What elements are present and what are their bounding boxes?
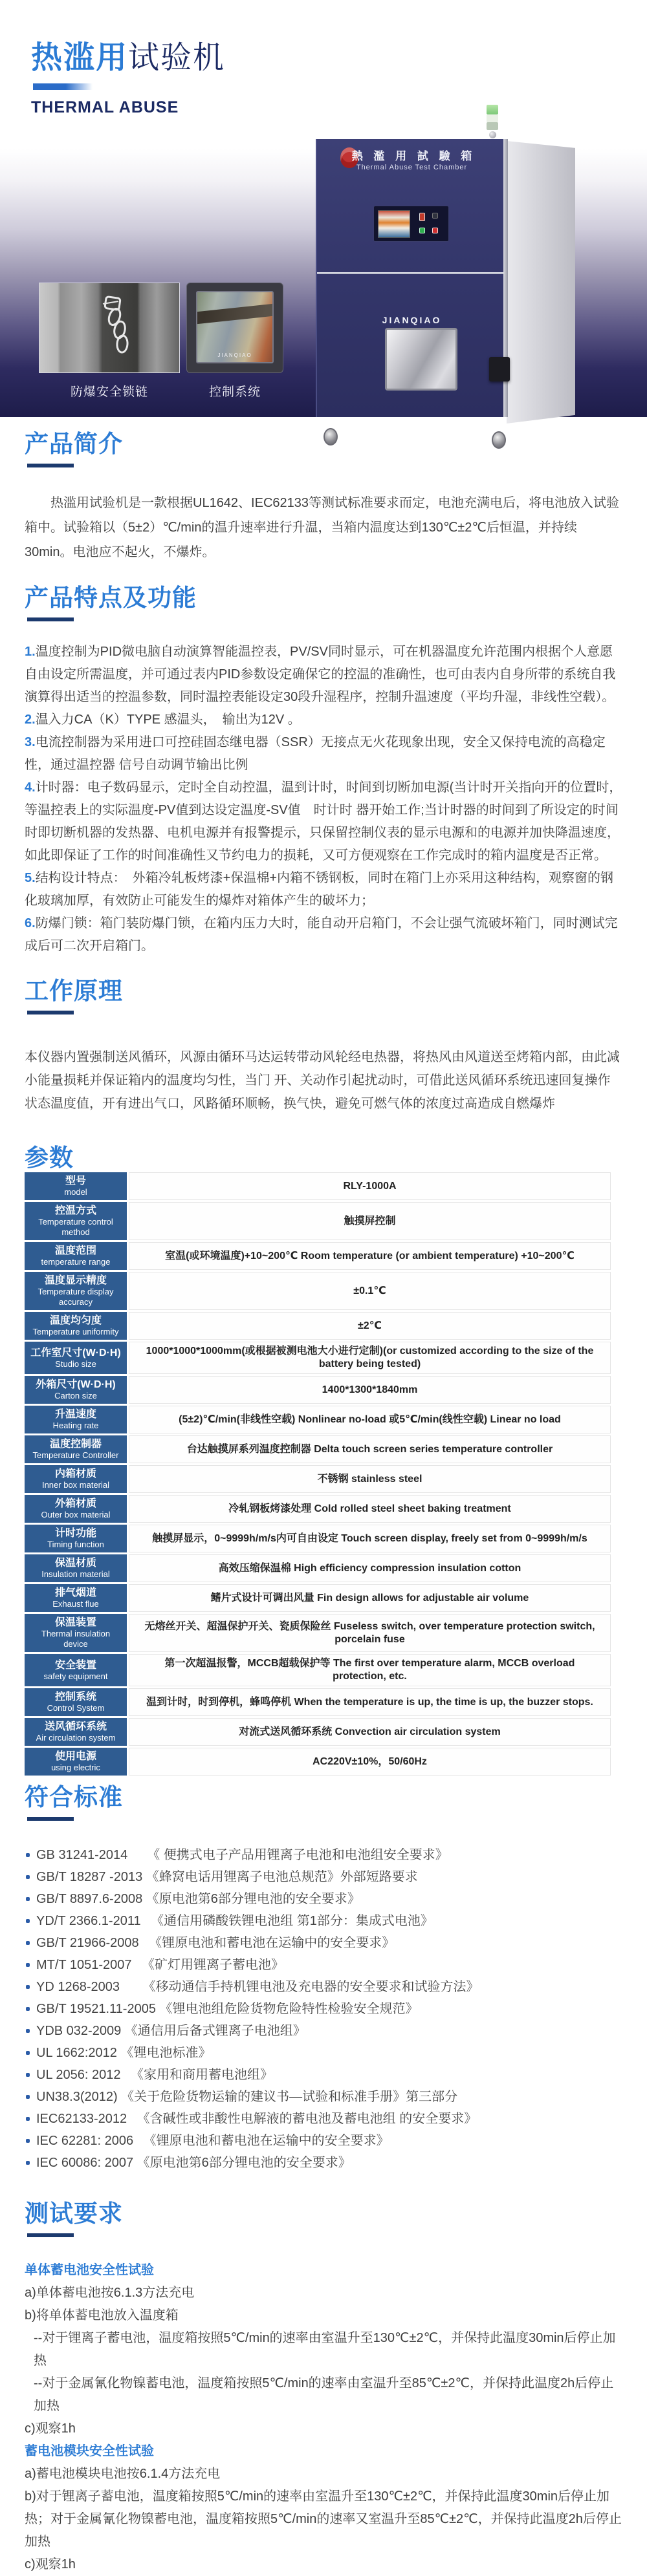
param-label bbox=[25, 1312, 127, 1340]
standard-text: IEC 60086: 2007 《原电池第6部分锂电池的安全要求》 bbox=[36, 2156, 351, 2170]
param-label-cn: 升温速度 bbox=[54, 1409, 96, 1420]
control-panel bbox=[373, 206, 449, 242]
thumbnail-caption: 控制系统 bbox=[208, 385, 261, 399]
param-label bbox=[25, 1342, 127, 1374]
page-title-rest: 试验机 bbox=[128, 41, 226, 75]
section-principle bbox=[25, 977, 622, 1115]
feature-text: 温入力CA（K）TYPE 感温头， 输出为12V 。 bbox=[35, 713, 301, 727]
param-label-en: Insulation material bbox=[41, 1569, 110, 1579]
section-heading-testing: 测试要求 bbox=[25, 2200, 123, 2227]
param-label bbox=[25, 1554, 127, 1582]
param-label-en: Heating rate bbox=[52, 1421, 99, 1430]
param-row bbox=[25, 1525, 611, 1552]
param-row bbox=[25, 1554, 611, 1582]
principle-paragraph: 本仪器内置强制送风循环，风源由循环马达运转带动风轮经电热器，将热风由风道送至烤箱内部，由此减小能量损耗并保证箱内的温度均匀性，当门 开、关动作引起扰动时，可借此送风循环系统迅速回复操作状态温度值，开有进出气口，风路循环顺畅，换气快，避免可燃气体的浓度过高造成自燃爆炸 bbox=[25, 1050, 620, 1111]
standard-text: YD/T 2366.1-2011 《通信用磷酸铁锂电池组 第1部分：集成式电池》 bbox=[36, 1914, 433, 1928]
testing-line: b)对于锂离子蓄电池，温度箱按照5℃/min的速率由室温升至130℃±2℃，并保持此温度30min后停止加热；对于金属氰化物镍蓄电池，温度箱按照5℃/min的速率又室温升至85℃±2℃，并保持此温度2h后停止加热 bbox=[25, 2489, 622, 2549]
param-label-en: using electric bbox=[51, 1763, 100, 1772]
feature-number: 2. bbox=[25, 713, 36, 727]
feature-item bbox=[25, 709, 622, 731]
heading-underline bbox=[27, 617, 74, 621]
thumbnail-caption: 防爆安全锁链 bbox=[70, 385, 148, 399]
standard-item bbox=[25, 2020, 622, 2042]
feature-text: 电流控制器为采用进口可控硅固态继电器（SSR）无接点无火花现象出现，安全又保持电流的高稳定性，通过温控器 信号自动调节输出比例 bbox=[25, 735, 606, 772]
param-value: 室温(或环境温度)+10~200℃ Room temperature (or ambient temperature) +10~200℃ bbox=[129, 1242, 611, 1270]
testing-requirements bbox=[25, 2259, 622, 2576]
param-label-cn: 控制系统 bbox=[54, 1691, 96, 1702]
param-row bbox=[25, 1688, 611, 1716]
testing-line: --对于锂离子蓄电池，温度箱按照5℃/min的速率由室温升至130℃±2℃，并保持此温度30min后停止加热 bbox=[34, 2331, 616, 2368]
machine-photo bbox=[316, 105, 576, 454]
section-heading-principle: 工作原理 bbox=[25, 978, 123, 1004]
standard-item bbox=[25, 1910, 622, 1932]
tower-light-base bbox=[487, 122, 498, 130]
standard-text: GB/T 8897.6-2008 《原电池第6部分锂电池的安全要求》 bbox=[36, 1892, 360, 1906]
param-label-cn: 型号 bbox=[65, 1175, 86, 1186]
testing-line: c)观察1h bbox=[25, 2557, 76, 2571]
caster-wheel bbox=[324, 428, 338, 445]
param-row bbox=[25, 1495, 611, 1523]
signal-tower-icon bbox=[486, 105, 499, 141]
door-brand-text: JIANQIAO bbox=[382, 315, 442, 325]
param-label-en: Control System bbox=[47, 1703, 105, 1713]
param-label bbox=[25, 1688, 127, 1716]
param-label bbox=[25, 1172, 127, 1200]
heading-underline bbox=[27, 1011, 74, 1014]
param-row bbox=[25, 1614, 611, 1652]
param-label-en: Outer box material bbox=[41, 1510, 111, 1519]
selector-switch bbox=[432, 213, 438, 219]
param-label-en: Temperature uniformity bbox=[32, 1327, 119, 1336]
chain-icon bbox=[96, 295, 135, 360]
standard-text: UL 1662:2012 《锂电池标准》 bbox=[36, 2046, 212, 2060]
param-label bbox=[25, 1614, 127, 1652]
standard-item bbox=[25, 2152, 622, 2174]
param-label-cn: 温度均匀度 bbox=[49, 1315, 102, 1326]
param-label-cn: 保温材质 bbox=[54, 1558, 96, 1569]
tower-mount-knob bbox=[489, 131, 496, 138]
feature-number: 3. bbox=[25, 735, 36, 749]
intro-paragraph: 热滥用试验机是一款根据UL1642、IEC62133等测试标准要求而定，电池充满电后，将电池放入试验箱中。试验箱以（5±2）℃/min的温升速率进行升温，当箱内温度达到130℃±2℃后恒温，并持续30min。电池应不起火，不爆炸。 bbox=[25, 496, 620, 559]
param-value: ±2℃ bbox=[129, 1312, 611, 1340]
param-value: ±0.1℃ bbox=[129, 1272, 611, 1310]
feature-number: 5. bbox=[25, 871, 36, 885]
param-label-cn: 温度范围 bbox=[54, 1245, 96, 1256]
page-title-highlight: 热滥用 bbox=[31, 41, 129, 75]
feature-text: 结构设计特点： 外箱冷轧板烤漆+保温棉+内箱不锈钢板，同时在箱门上亦采用这种结构，观察窗的钢化玻璃加厚，有效防止可能发生的爆炸对箱体产生的破坏力； bbox=[25, 871, 614, 908]
feature-number: 6. bbox=[25, 916, 36, 930]
hmi-brand-text: JIANQIAO bbox=[217, 352, 252, 358]
param-label bbox=[25, 1748, 127, 1776]
emergency-button bbox=[419, 213, 425, 221]
param-label-en: Temperature display accuracy bbox=[38, 1287, 114, 1307]
feature-item bbox=[25, 641, 622, 709]
standard-text: IEC62133-2012 《含碱性或非酸性电解液的蓄电池及蓄电池组 的安全要求》 bbox=[36, 2112, 477, 2126]
control-system-image bbox=[186, 283, 283, 373]
section-features bbox=[25, 584, 622, 958]
param-value: 不锈钢 stainless steel bbox=[129, 1465, 611, 1493]
standard-text: YDB 032-2009 《通信用后备式锂离子电池组》 bbox=[36, 2024, 306, 2038]
param-label bbox=[25, 1242, 127, 1270]
machine-label-en: Thermal Abuse Test Chamber bbox=[356, 164, 468, 171]
hmi-screen bbox=[196, 291, 274, 363]
param-label bbox=[25, 1465, 127, 1493]
standard-text: IEC 62281: 2006 《锂原电池和蓄电池在运输中的安全要求》 bbox=[36, 2134, 389, 2148]
thumbnail-control-system bbox=[186, 283, 283, 400]
param-label-en: Air circulation system bbox=[36, 1733, 116, 1743]
param-label-cn: 外箱尺寸(W·D·H) bbox=[36, 1379, 116, 1390]
feature-item bbox=[25, 867, 622, 912]
machine-label-cn: 熱 濫 用 試 驗 箱 bbox=[351, 150, 476, 162]
param-label bbox=[25, 1435, 127, 1463]
param-label bbox=[25, 1718, 127, 1746]
testing-line: a)蓄电池模块电池按6.1.4方法充电 bbox=[25, 2467, 221, 2481]
param-row bbox=[25, 1312, 611, 1340]
param-value: 无熔丝开关、超温保护开关、瓷质保险丝 Fuseless switch, over temperature protection switch, porcelain fuse bbox=[129, 1614, 611, 1652]
title-underline-gradient bbox=[33, 83, 93, 90]
param-row bbox=[25, 1654, 611, 1686]
param-label-en: safety equipment bbox=[43, 1671, 108, 1681]
standard-text: GB 31241-2014 《 便携式电子产品用锂离子电池和电池组安全要求》 bbox=[36, 1848, 448, 1862]
touchscreen bbox=[378, 210, 410, 238]
param-value: 触摸屏显示，0~9999h/m/s内可自由设定 Touch screen display, freely set from 0~9999h/m/s bbox=[129, 1525, 611, 1552]
caster-wheel bbox=[492, 431, 506, 449]
section-testing bbox=[25, 2200, 622, 2576]
section-standards bbox=[25, 1783, 622, 2174]
cabinet-divider bbox=[317, 272, 508, 274]
feature-text: 温度控制为PID微电脑自动演算智能温控表，PV/SV同时显示，可在机器温度允许范围内根据个人意愿自由设定所需温度，并可通过表内PID参数设定确保它的控温的准确性，也可由表内自身所带的系统自我演算得出适当的控温参数，同时温控表能设定30段升湿程序，控制升温速度（平均升湿，非线性空载）。 bbox=[25, 645, 616, 704]
standard-text: YD 1268-2003 《移动通信手持机锂电池及充电器的安全要求和试验方法》 bbox=[36, 1980, 479, 1994]
section-heading-parameters: 参数 bbox=[25, 1144, 74, 1171]
param-row bbox=[25, 1465, 611, 1493]
param-label bbox=[25, 1406, 127, 1433]
param-row bbox=[25, 1718, 611, 1746]
param-row bbox=[25, 1435, 611, 1463]
param-label-cn: 温度显示精度 bbox=[44, 1275, 107, 1286]
param-label-en: Temperature control method bbox=[38, 1217, 113, 1237]
param-label-en: Inner box material bbox=[41, 1480, 110, 1490]
param-label-cn: 安全装置 bbox=[54, 1659, 96, 1671]
param-value: AC220V±10%，50/60Hz bbox=[129, 1748, 611, 1776]
page-title bbox=[31, 41, 647, 75]
param-value: 触摸屏控制 bbox=[129, 1202, 611, 1240]
param-label-en: temperature range bbox=[41, 1257, 111, 1267]
standards-list bbox=[25, 1844, 622, 2174]
param-row bbox=[25, 1172, 611, 1200]
testing-line: a)单体蓄电池按6.1.3方法充电 bbox=[25, 2286, 195, 2300]
param-label-en: Timing function bbox=[47, 1540, 104, 1549]
testing-line: --对于金属氰化物镍蓄电池，温度箱按照5℃/min的速率由室温升至85℃±2℃，并保持此温度2h后停止加热 bbox=[34, 2376, 614, 2413]
door-handle bbox=[489, 357, 510, 381]
param-value: 台达触摸屏系列温度控制器 Delta touch screen series temperature controller bbox=[129, 1435, 611, 1463]
param-value: 1000*1000*1000mm(或根据被测电池大小进行定制)(or customized according to the size of the battery being tested) bbox=[129, 1342, 611, 1374]
section-parameters bbox=[25, 1144, 622, 1776]
testing-line: c)观察1h bbox=[25, 2421, 76, 2436]
start-button bbox=[419, 228, 425, 233]
standard-text: MT/T 1051-2007 《矿灯用锂离子蓄电池》 bbox=[36, 1958, 285, 1972]
parameter-table bbox=[25, 1172, 611, 1776]
param-label bbox=[25, 1202, 127, 1240]
param-row bbox=[25, 1272, 611, 1310]
param-label bbox=[25, 1376, 127, 1404]
param-label-cn: 送风循环系统 bbox=[44, 1721, 107, 1732]
param-label-en: Exhaust flue bbox=[52, 1599, 99, 1609]
standard-text: GB/T 21966-2008 《锂原电池和蓄电池在运输中的安全要求》 bbox=[36, 1936, 395, 1950]
standard-item bbox=[25, 1954, 622, 1976]
standard-item bbox=[25, 1976, 622, 1998]
feature-number: 4. bbox=[25, 780, 36, 795]
feature-item bbox=[25, 777, 622, 867]
param-label-cn: 工作室尺寸(W·D·H) bbox=[30, 1347, 121, 1358]
standard-item bbox=[25, 1998, 622, 2020]
heading-underline bbox=[27, 1817, 74, 1821]
param-row bbox=[25, 1584, 611, 1612]
param-row bbox=[25, 1242, 611, 1270]
param-row bbox=[25, 1376, 611, 1404]
param-value: 冷轧钢板烤漆处理 Cold rolled steel sheet baking treatment bbox=[129, 1495, 611, 1523]
hero-banner bbox=[0, 149, 647, 417]
feature-list bbox=[25, 641, 622, 958]
standard-item bbox=[25, 1888, 622, 1910]
standard-text: GB/T 18287 -2013 《蜂窝电话用锂离子电池总规范》外部短路要求 bbox=[36, 1870, 418, 1884]
machine-side-panel bbox=[507, 141, 575, 424]
heading-underline bbox=[27, 464, 74, 467]
param-label-en: Studio size bbox=[55, 1358, 96, 1369]
param-value: 鳍片式设计可调出风量 Fin design allows for adjustable air volume bbox=[129, 1584, 611, 1612]
door-window bbox=[385, 328, 457, 391]
param-label bbox=[25, 1654, 127, 1686]
param-label-en: Thermal insulation device bbox=[41, 1629, 111, 1649]
section-heading-intro: 产品简介 bbox=[25, 431, 123, 457]
param-label-cn: 保温装置 bbox=[54, 1617, 96, 1628]
param-label bbox=[25, 1525, 127, 1552]
testing-line: 蓄电池模块安全性试验 bbox=[25, 2444, 154, 2458]
testing-line: 单体蓄电池安全性试验 bbox=[25, 2263, 154, 2277]
param-value: 高效压缩保温棉 High efficiency compression insulation cotton bbox=[129, 1554, 611, 1582]
param-value: 对流式送风循环系统 Convection air circulation system bbox=[129, 1718, 611, 1746]
standard-text: UL 2056: 2012 《家用和商用蓄电池组》 bbox=[36, 2068, 274, 2082]
standard-item bbox=[25, 2042, 622, 2064]
param-value: 1400*1300*1840mm bbox=[129, 1376, 611, 1404]
param-label-cn: 控温方式 bbox=[54, 1205, 96, 1216]
standard-text: UN38.3(2012) 《关于危险货物运输的建议书—试验和标准手册》第三部分 bbox=[36, 2090, 458, 2104]
param-label-en: model bbox=[64, 1187, 87, 1197]
standard-item bbox=[25, 2108, 622, 2130]
feature-number: 1. bbox=[25, 645, 36, 659]
param-row bbox=[25, 1202, 611, 1240]
param-label bbox=[25, 1495, 127, 1523]
main-content bbox=[0, 430, 647, 2576]
testing-line: b)将单体蓄电池放入温度箱 bbox=[25, 2308, 179, 2323]
param-label-cn: 计时功能 bbox=[54, 1528, 96, 1539]
param-row bbox=[25, 1406, 611, 1433]
param-value: 第一次超温报警，MCCB超载保护等 The first over temperature alarm, MCCB overload protection, etc. bbox=[129, 1654, 611, 1686]
param-label-cn: 外箱材质 bbox=[54, 1498, 96, 1509]
standard-item bbox=[25, 1866, 622, 1888]
feature-item bbox=[25, 731, 622, 777]
feature-item bbox=[25, 912, 622, 958]
stop-button bbox=[432, 228, 438, 233]
page-subtitle: THERMAL ABUSE bbox=[31, 98, 179, 116]
feature-text: 计时器：电子数码显示，定时全自动控温，温到计时，时间到切断加电源(当计时开关指向开的位置时，等温控表上的实际温度-PV值到达设定温度-SV值 时计时 器开始工作;当计时器的时间到了所设定的时间时即切断机器的发热器、电机电源并有报警提示，只保留控制仪表的显示电源和的电源并加快降温速度，如此即保证了工作的时间准确性又节约电力的损耗，又可方便观察在工作完成时的箱内温度是否正常。 bbox=[25, 780, 622, 863]
param-label bbox=[25, 1584, 127, 1612]
param-label-en: Temperature Controller bbox=[32, 1450, 119, 1460]
feature-text: 防爆门锁：箱门装防爆门锁，在箱内压力大时，能自动开启箱门，不会让强气流破坏箱门，同时测试完成后可二次开启箱门。 bbox=[25, 916, 618, 953]
standard-item bbox=[25, 2064, 622, 2086]
param-label-cn: 使用电源 bbox=[54, 1751, 96, 1762]
standard-item bbox=[25, 1844, 622, 1866]
standard-item bbox=[25, 1932, 622, 1954]
param-value: 温到计时，时到停机，蜂鸣停机 When the temperature is up, the time is up, the buzzer stops. bbox=[129, 1688, 611, 1716]
param-label-en: Carton size bbox=[54, 1391, 97, 1401]
param-row bbox=[25, 1342, 611, 1374]
standard-item bbox=[25, 2130, 622, 2152]
standard-text: GB/T 19521.11-2005 《锂电池组危险货物危险特性检验安全规范》 bbox=[36, 2002, 419, 2016]
param-row bbox=[25, 1748, 611, 1776]
param-value: (5±2)℃/min(非线性空载) Nonlinear no-load 或5℃/min(线性空载) Linear no load bbox=[129, 1406, 611, 1433]
thumbnail-safety-chain bbox=[39, 283, 180, 400]
param-label bbox=[25, 1272, 127, 1310]
param-label-cn: 排气烟道 bbox=[54, 1587, 96, 1598]
param-label-cn: 温度控制器 bbox=[49, 1439, 102, 1450]
param-value: RLY-1000A bbox=[129, 1172, 611, 1200]
standard-item bbox=[25, 2086, 622, 2108]
heading-underline bbox=[27, 2233, 74, 2237]
tower-light-green bbox=[487, 105, 498, 114]
section-heading-features: 产品特点及功能 bbox=[25, 585, 197, 611]
tower-light-white bbox=[487, 114, 498, 122]
section-heading-standards: 符合标准 bbox=[25, 1784, 123, 1810]
machine-front-panel bbox=[316, 139, 507, 417]
safety-chain-image bbox=[39, 283, 180, 373]
param-label-cn: 内箱材质 bbox=[54, 1468, 96, 1479]
